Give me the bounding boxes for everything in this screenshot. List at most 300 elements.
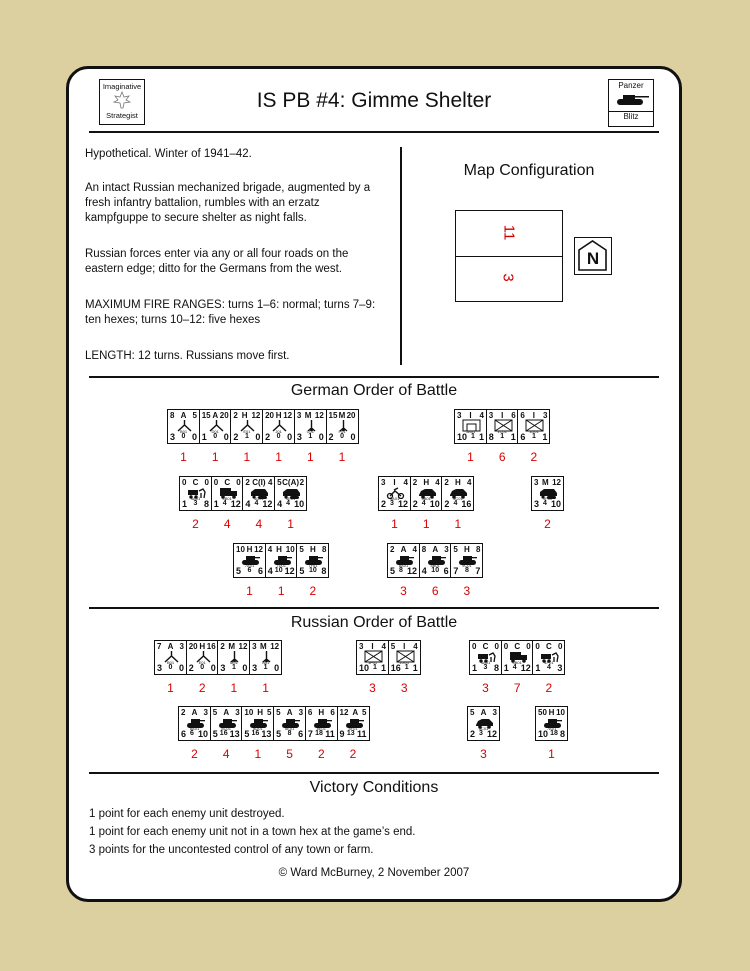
counter-move: 12 [397, 499, 408, 509]
unit-counter [167, 409, 200, 444]
counter-attack: 0 [535, 642, 540, 651]
counter-def: 1 [231, 664, 236, 671]
counter-range: 6 [330, 708, 335, 717]
divider [89, 376, 659, 378]
unit-counter [517, 409, 550, 444]
counter-def: 1 [404, 664, 409, 671]
counter-range: 12 [270, 642, 280, 651]
counter-range: 4 [267, 478, 273, 487]
counter-type: M [541, 478, 549, 487]
counter-def: 1 [263, 664, 268, 671]
counter-attack: 2 [444, 478, 449, 487]
unit-counter [178, 706, 211, 741]
counter-defense: 2 [444, 499, 450, 509]
unit-counter [387, 543, 420, 578]
counter-attack: 10 [236, 545, 245, 554]
counter-defense: 4 [245, 499, 251, 509]
russian-heavy-tank-group [535, 706, 567, 761]
counter-defense: 2 [188, 663, 194, 673]
counter-type: H [257, 708, 264, 717]
counter-attack: 2 [412, 478, 418, 487]
imaginative-strategist-logo: Imaginative Strategist [99, 79, 145, 125]
counter-defense: 2 [381, 499, 387, 509]
unit-counter [469, 640, 502, 675]
divider [89, 131, 659, 133]
counter-range: 12 [283, 411, 293, 420]
counter-def: 4 [543, 500, 547, 507]
counter-code: 7A01 [244, 563, 255, 568]
counter-code: D01 [211, 429, 219, 434]
unit-quantity: 3 [463, 584, 471, 598]
counter-attack: 10 [244, 708, 254, 717]
counter-def: 8 [464, 567, 469, 574]
counter-code: N01 [261, 660, 270, 665]
counter-move: 1 [412, 663, 418, 673]
counter-attack: 2 [245, 478, 250, 487]
divider [89, 607, 659, 609]
unit-quantity: 1 [254, 747, 262, 761]
counter-move: 13 [229, 729, 240, 739]
counter-def: 1 [308, 433, 313, 440]
counter-attack: 0 [182, 478, 187, 487]
counter-move: 1 [478, 432, 484, 442]
counter-type: A [180, 411, 187, 420]
counter-defense: 3 [534, 499, 540, 509]
counter-range: 3 [235, 708, 240, 717]
unit-counter [199, 409, 232, 444]
counter-move: 16 [461, 499, 472, 509]
counter-range: 4 [479, 411, 484, 420]
unit-quantity: 2 [192, 517, 199, 531]
board-number-top: 11 [500, 224, 518, 241]
counter-defense: 4 [267, 566, 273, 576]
unit-quantity: 7 [513, 681, 521, 695]
counter-attack: 15 [328, 411, 338, 420]
counter-move: 7 [475, 566, 481, 576]
counter-type: C [224, 478, 231, 487]
unit-counter [242, 476, 275, 511]
counter-attack: 2 [181, 708, 186, 717]
counter-range: 20 [346, 411, 356, 420]
unit-counter [419, 543, 452, 578]
counter-code: 8E01 [316, 726, 326, 731]
intro-situation: An intact Russian mechanized brigade, augmented by a fresh infantry battalion, rumbles with an erzatz kampfguppe to secure shelter as night falls. [85, 182, 371, 224]
unit-counter [154, 640, 187, 675]
counter-code: 8E01 [284, 726, 295, 731]
german-recon-group [378, 476, 473, 531]
counter-def: 8 [287, 730, 292, 737]
counter-move: 0 [318, 432, 324, 442]
counter-defense: 1 [535, 663, 541, 673]
counter-defense: 8 [488, 432, 494, 442]
counter-type: H [241, 411, 248, 420]
counter-range: 4 [403, 478, 408, 487]
intro-length: LENGTH: 12 turns. Russians move first. [85, 350, 290, 362]
counter-type: A [191, 708, 198, 717]
intro-date: Hypothetical. Winter of 1941–42. [85, 148, 252, 160]
unit-counter [249, 640, 282, 675]
russian-infantry-group [356, 640, 419, 695]
counter-defense: 3 [296, 432, 302, 442]
counter-attack: 2 [390, 545, 395, 554]
german-transport-group [179, 476, 306, 531]
counter-attack: 0 [213, 478, 219, 487]
unit-quantity: 1 [467, 450, 474, 464]
counter-code: 4F01 [542, 496, 553, 501]
compass-n-label: N [586, 249, 600, 268]
unit-quantity: 2 [191, 747, 198, 761]
unit-counter [531, 476, 564, 511]
unit-counter [388, 640, 421, 675]
counter-type: H [548, 708, 555, 717]
counter-range: 4 [412, 545, 417, 554]
counter-move: 0 [287, 432, 293, 442]
counter-move: 1 [380, 663, 386, 673]
counter-defense: 2 [233, 432, 239, 442]
unit-counter [179, 476, 212, 511]
unit-quantity: 1 [246, 584, 253, 598]
unit-counter [410, 476, 443, 511]
intro-fire-ranges: MAXIMUM FIRE RANGES: turns 1–6: normal; turns 7–9: ten hexes; turns 10–12: five hexes [85, 299, 376, 326]
counter-attack: 12 [339, 708, 349, 717]
counter-type: I [501, 411, 504, 420]
counter-type: M [228, 642, 236, 651]
unit-counter [378, 476, 411, 511]
counter-code: 1A01 [465, 429, 476, 434]
counter-move: 8 [203, 499, 209, 509]
counter-attack: 5 [470, 708, 475, 717]
counter-attack: 8 [421, 545, 427, 554]
german-oob-title: German Order of Battle [290, 382, 458, 399]
unit-quantity: 1 [277, 584, 285, 598]
counter-move: 0 [223, 432, 229, 442]
counter-attack: 2 [220, 642, 225, 651]
counter-range: 0 [557, 642, 563, 651]
counter-type: A [286, 708, 293, 717]
unit-counter [535, 706, 568, 741]
counter-def: 4 [222, 500, 227, 507]
counter-code: 8A01 [398, 563, 409, 568]
counter-type: H [276, 545, 282, 554]
counter-attack: 3 [252, 642, 257, 651]
counter-move: 1 [542, 432, 548, 442]
counter-def: 6 [247, 567, 252, 574]
counter-range: 12 [251, 411, 261, 420]
unit-quantity: 2 [530, 450, 538, 464]
counter-def: 10 [309, 567, 317, 574]
counter-move: 12 [284, 566, 295, 576]
counter-range: 0 [494, 642, 499, 651]
counter-range: 3 [444, 545, 449, 554]
counter-type: C(A) [282, 478, 300, 487]
counter-type: I [403, 642, 406, 651]
counter-code: J01 [275, 429, 282, 434]
counter-type: M [304, 411, 312, 420]
counter-defense: 6 [181, 729, 187, 739]
board-number-bottom: 3 [499, 273, 517, 282]
counter-move: 0 [178, 663, 184, 673]
counter-code: B01 [166, 660, 175, 665]
counter-def: 0 [168, 664, 173, 671]
counter-range: 8 [321, 545, 327, 554]
unit-counter [211, 476, 244, 511]
unit-quantity: 3 [482, 681, 489, 695]
counter-range: 0 [236, 478, 241, 487]
counter-code: 8B01 [430, 563, 440, 568]
counter-attack: 3 [534, 478, 539, 487]
counter-type: I [469, 411, 472, 420]
counter-range: 0 [204, 478, 209, 487]
counter-def: 0 [200, 664, 205, 671]
victory-line-1: 1 point for each enemy unit destroyed. [89, 808, 285, 820]
counter-type: C [546, 642, 552, 651]
counter-move: 10 [197, 729, 208, 739]
unit-counter [501, 640, 534, 675]
counter-code: 1D01 [529, 429, 539, 434]
counter-attack: 6 [307, 708, 313, 717]
counter-code: 5C01 [453, 496, 463, 501]
unit-counter [486, 409, 519, 444]
counter-defense: 3 [170, 432, 176, 442]
unit-counter [450, 543, 483, 578]
counter-defense: 1 [213, 499, 219, 509]
counter-move: 13 [261, 729, 272, 739]
unit-counter [337, 706, 370, 741]
counter-range: 3 [179, 642, 184, 651]
page-title: IS PB #4: Gimme Shelter [256, 89, 492, 112]
unit-counter [274, 476, 307, 511]
counter-type: H [464, 545, 470, 554]
counter-def: 16 [219, 730, 228, 737]
counter-defense: 7 [453, 566, 459, 576]
counter-type: H [455, 478, 461, 487]
counter-code: 1F01 [367, 660, 378, 665]
unit-counter [467, 706, 500, 741]
counter-defense: 5 [244, 729, 250, 739]
unit-quantity: 6 [498, 450, 506, 464]
counter-type: A [400, 545, 407, 554]
unit-quantity: 4 [222, 747, 230, 761]
counter-code: 8A01 [189, 726, 200, 731]
german-assault-gun-group [233, 543, 328, 598]
counter-range: 12 [314, 411, 324, 420]
counter-attack: 5 [390, 642, 396, 651]
counter-defense: 2 [328, 432, 334, 442]
counter-move: 8 [493, 663, 499, 673]
counter-def: 3 [193, 500, 198, 507]
counter-def: 13 [346, 730, 355, 737]
counter-attack: 6 [520, 411, 525, 420]
unit-counter [294, 409, 327, 444]
counter-type: I [393, 478, 396, 487]
counter-range: 4 [381, 642, 386, 651]
counter-def: 8 [399, 567, 403, 574]
russian-car-group [467, 706, 499, 761]
german-infantry-group [454, 409, 549, 464]
unit-quantity: 2 [309, 584, 317, 598]
counter-defense: 2 [470, 729, 476, 739]
counter-attack: 50 [538, 708, 547, 717]
counter-code: 4A01 [480, 660, 491, 665]
counter-def: 4 [254, 500, 259, 507]
counter-type: A [352, 708, 359, 717]
counter-type: A [212, 411, 219, 420]
counter-range: 12 [552, 478, 561, 487]
counter-code: 7F01 [308, 563, 318, 568]
column-divider [400, 147, 402, 365]
unit-quantity: 1 [338, 450, 346, 464]
counter-defense: 4 [421, 566, 427, 576]
counter-code: C01 [306, 429, 314, 434]
counter-defense: 1 [201, 432, 207, 442]
counter-type: H [275, 411, 282, 420]
counter-defense: 1 [472, 663, 478, 673]
counter-move: 1 [510, 432, 516, 442]
unit-counter [217, 640, 250, 675]
counter-def: 3 [483, 664, 488, 671]
counter-def: 0 [340, 433, 344, 440]
unit-quantity: 4 [255, 517, 263, 531]
counter-def: 4 [512, 664, 517, 671]
counter-code: 1G01 [399, 660, 410, 665]
counter-code: P01 [338, 429, 346, 434]
counter-code: 4P01 [544, 660, 554, 665]
counter-move: 11 [325, 729, 335, 739]
counter-move: 3 [557, 663, 563, 673]
counter-attack: 20 [265, 411, 275, 420]
unit-counter [186, 640, 219, 675]
counter-attack: 2 [233, 411, 238, 420]
counter-def: 1 [471, 433, 475, 440]
counter-def: 6 [190, 730, 194, 737]
unit-counter [454, 409, 487, 444]
counter-def: 4 [453, 500, 458, 507]
counter-range: 4 [466, 478, 472, 487]
counter-attack: 15 [201, 411, 211, 420]
counter-range: 8 [475, 545, 481, 554]
counter-move: 8 [559, 729, 565, 739]
counter-type: C [482, 642, 489, 651]
intro-entry: Russian forces enter via any or all four roads on the eastern edge; ditto for the Germans from the west. [85, 248, 349, 275]
unit-quantity: 1 [391, 517, 398, 531]
counter-code: B01 [179, 429, 188, 434]
counter-type: H [246, 545, 253, 554]
unit-quantity: 1 [211, 450, 219, 464]
counter-attack: 3 [359, 642, 364, 651]
counter-defense: 1 [182, 499, 188, 509]
counter-defense: 7 [307, 729, 313, 739]
unit-counter [241, 706, 274, 741]
counter-code: E01 [198, 660, 206, 665]
counter-range: 10 [556, 708, 565, 717]
counter-defense: 10 [538, 729, 549, 739]
counter-move: 0 [210, 663, 216, 673]
unit-counter [326, 409, 359, 444]
counter-range: 5 [362, 708, 367, 717]
counter-code: 4B01 [222, 496, 232, 501]
counter-def: 1 [531, 433, 536, 440]
counter-move: 11 [356, 729, 367, 739]
counter-defense: 5 [390, 566, 396, 576]
counter-move: 12 [486, 729, 497, 739]
counter-attack: 5 [277, 478, 282, 487]
counter-type: C(I) [252, 478, 266, 487]
counter-defense: 2 [412, 499, 418, 509]
counter-attack: 5 [299, 545, 304, 554]
unit-quantity: 3 [400, 681, 408, 695]
german-tank-group [387, 543, 482, 598]
russian-oob-title: Russian Order of Battle [290, 614, 458, 631]
counter-range: 16 [206, 642, 216, 651]
counter-defense: 2 [265, 432, 271, 442]
counter-code: 7A01 [546, 726, 557, 731]
counter-range: 20 [219, 411, 229, 420]
counter-attack: 3 [488, 411, 494, 420]
unit-quantity: 3 [369, 681, 376, 695]
counter-attack: 8 [170, 411, 175, 420]
map-config-title: Map Configuration [463, 162, 595, 179]
copyright: © Ward McBurney, 2 November 2007 [278, 867, 470, 879]
counter-code: 8F01 [348, 726, 358, 731]
counter-range: 12 [254, 545, 263, 554]
counter-move: 10 [429, 499, 440, 509]
counter-def: 4 [421, 500, 426, 507]
counter-def: 3 [479, 730, 483, 737]
counter-type: A [480, 708, 487, 717]
counter-type: H [310, 545, 316, 554]
counter-move: 0 [350, 432, 356, 442]
counter-range: 4 [413, 642, 418, 651]
counter-type: C [192, 478, 199, 487]
unit-quantity: 1 [262, 681, 269, 695]
counter-attack: 7 [157, 642, 162, 651]
counter-type: C [514, 642, 521, 651]
counter-def: 4 [546, 664, 551, 671]
counter-type: A [432, 545, 439, 554]
counter-def: 3 [390, 500, 394, 507]
panzer-blitz-logo: Panzer Blitz [608, 79, 654, 127]
counter-defense: 6 [520, 432, 526, 442]
counter-attack: 20 [188, 642, 198, 651]
german-guns-group [167, 409, 357, 464]
counter-def: 1 [244, 433, 249, 440]
counter-defense: 4 [277, 499, 283, 509]
counter-move: 12 [520, 663, 531, 673]
counter-move: 6 [443, 566, 449, 576]
unit-counter [210, 706, 243, 741]
unit-quantity: 3 [400, 584, 407, 598]
counter-defense: 16 [390, 663, 401, 673]
counter-range: 2 [299, 478, 305, 487]
counter-defense: 1 [503, 663, 509, 673]
counter-def: 18 [550, 730, 558, 737]
map-board-split [455, 256, 563, 257]
counter-type: I [532, 411, 536, 420]
unit-quantity: 1 [548, 747, 555, 761]
counter-def: 0 [276, 433, 281, 440]
unit-quantity: 1 [180, 450, 187, 464]
russian-tank-group [178, 706, 368, 761]
counter-type: A [223, 708, 230, 717]
counter-defense: 5 [236, 566, 242, 576]
counter-move: 0 [255, 432, 261, 442]
north-compass-icon [574, 237, 612, 275]
unit-quantity: 6 [431, 584, 439, 598]
unit-quantity: 1 [422, 517, 430, 531]
unit-quantity: 2 [198, 681, 206, 695]
unit-counter [273, 706, 306, 741]
counter-code: 4D01 [254, 496, 264, 501]
